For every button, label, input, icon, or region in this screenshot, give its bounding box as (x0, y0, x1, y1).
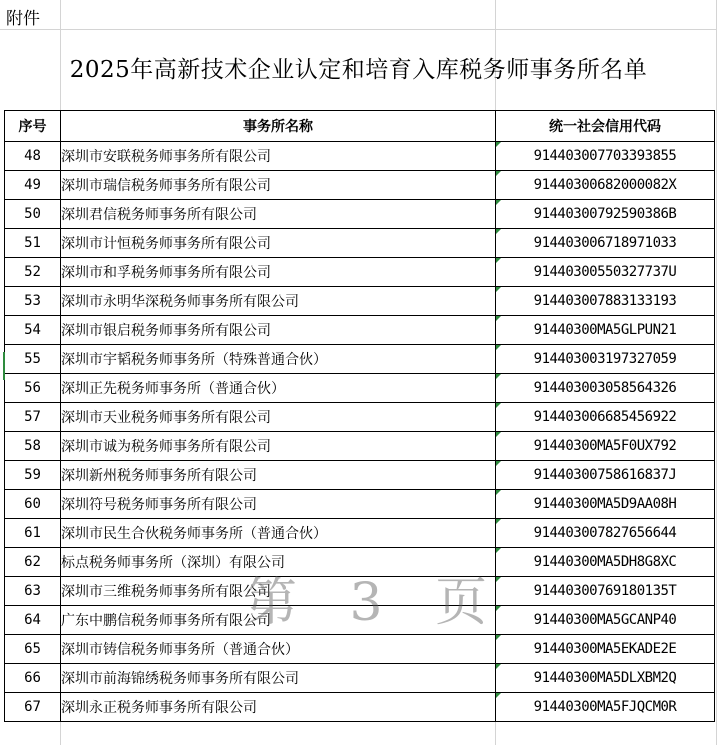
row-number-cell-text: 54 (24, 322, 41, 338)
row-number-cell[interactable] (5, 229, 61, 258)
credit-code-cell[interactable] (496, 345, 715, 374)
row-number-cell[interactable] (5, 461, 61, 490)
table-row (5, 171, 715, 200)
row-number-cell-text: 66 (24, 670, 41, 686)
table-row (5, 577, 715, 606)
number-as-text-indicator-icon (496, 432, 501, 437)
credit-code-cell-text: 91440300MA5D9AA08H (533, 496, 677, 512)
firm-name-cell[interactable] (61, 461, 496, 490)
number-as-text-indicator-icon (496, 606, 501, 611)
table-row (5, 490, 715, 519)
table-row (5, 664, 715, 693)
row-number-cell[interactable] (5, 635, 61, 664)
table-row (5, 316, 715, 345)
credit-code-cell[interactable] (496, 635, 715, 664)
credit-code-cell-text: 91440300MA5EKADE2E (533, 641, 677, 657)
row-number-cell[interactable] (5, 664, 61, 693)
firm-name-cell-text: 深圳市安联税务师事务所有限公司 (61, 149, 271, 165)
number-as-text-indicator-icon (496, 287, 501, 292)
credit-code-cell-text: 91440300MA5F0UX792 (533, 438, 677, 454)
table-row (5, 200, 715, 229)
credit-code-cell-text: 91440300MA5FJQCM0R (533, 699, 677, 715)
credit-code-cell-text: 91440300MA5DH8G8XC (533, 554, 677, 570)
credit-code-cell-text: 914403007883133193 (533, 293, 677, 309)
firm-name-cell-text: 深圳市铸信税务师事务所（普通合伙） (61, 642, 299, 658)
firm-name-cell[interactable] (61, 258, 496, 287)
credit-code-cell-text: 914403007703393855 (533, 148, 677, 164)
table-row (5, 229, 715, 258)
firm-name-cell-text: 深圳市天业税务师事务所有限公司 (61, 410, 271, 426)
firm-name-cell-text: 深圳市宇韬税务师事务所（特殊普通合伙） (61, 352, 327, 368)
row-number-cell[interactable] (5, 606, 61, 635)
credit-code-cell[interactable] (496, 664, 715, 693)
row-number-cell[interactable] (5, 200, 61, 229)
number-as-text-indicator-icon (496, 171, 501, 176)
firm-name-cell-text: 深圳市计恒税务师事务所有限公司 (61, 236, 271, 252)
row-number-cell[interactable] (5, 374, 61, 403)
row-number-cell-text: 59 (24, 467, 41, 483)
row-number-cell-text: 67 (24, 699, 41, 715)
credit-code-cell[interactable] (496, 142, 715, 171)
firm-name-cell[interactable] (61, 171, 496, 200)
firm-table (4, 110, 715, 722)
row-number-cell[interactable] (5, 577, 61, 606)
credit-code-cell[interactable] (496, 577, 715, 606)
firm-name-cell[interactable] (61, 287, 496, 316)
firm-name-cell-text: 深圳新州税务师事务所有限公司 (61, 468, 257, 484)
row-number-cell-text: 52 (24, 264, 41, 280)
number-as-text-indicator-icon (496, 490, 501, 495)
row-number-cell-text: 56 (24, 380, 41, 396)
table-row (5, 432, 715, 461)
credit-code-cell-text: 91440300682000082X (533, 177, 677, 193)
row-number-cell[interactable] (5, 345, 61, 374)
page-title[interactable]: 2025年高新技术企业认定和培育入库税务师事务所名单 (69, 57, 648, 83)
credit-code-cell-text: 914403007827656644 (533, 525, 677, 541)
number-as-text-indicator-icon (496, 200, 501, 205)
row-number-cell[interactable] (5, 490, 61, 519)
number-as-text-indicator-icon (496, 693, 501, 698)
row-number-cell-text: 48 (24, 148, 41, 164)
firm-name-cell[interactable] (61, 345, 496, 374)
row-number-cell-text: 62 (24, 554, 41, 570)
credit-code-cell[interactable] (496, 548, 715, 577)
firm-name-cell-text: 深圳市瑞信税务师事务所有限公司 (61, 178, 271, 194)
number-as-text-indicator-icon (496, 548, 501, 553)
firm-name-cell[interactable] (61, 316, 496, 345)
credit-code-cell-text: 91440300MA5DLXBM2Q (533, 670, 677, 686)
row-number-cell-text: 64 (24, 612, 41, 628)
number-as-text-indicator-icon (496, 461, 501, 466)
firm-name-cell[interactable] (61, 490, 496, 519)
row-number-cell-text: 51 (24, 235, 41, 251)
credit-code-cell-text: 914403003058564326 (533, 380, 677, 396)
number-as-text-indicator-icon (496, 142, 501, 147)
row-number-cell-text: 50 (24, 206, 41, 222)
firm-name-cell-text: 广东中鹏信税务师事务所有限公司 (61, 613, 271, 629)
firm-name-cell[interactable] (61, 374, 496, 403)
number-as-text-indicator-icon (496, 664, 501, 669)
row-number-cell[interactable] (5, 519, 61, 548)
credit-code-cell-text: 914403003197327059 (533, 351, 677, 367)
credit-code-cell[interactable] (496, 200, 715, 229)
firm-name-cell[interactable] (61, 403, 496, 432)
firm-name-cell-text: 标点税务师事务所（深圳）有限公司 (61, 555, 285, 571)
row-number-cell-text: 65 (24, 641, 41, 657)
row-number-cell[interactable] (5, 548, 61, 577)
table-row (5, 258, 715, 287)
firm-name-cell[interactable] (61, 635, 496, 664)
row-number-cell-text: 53 (24, 293, 41, 309)
table-row (5, 519, 715, 548)
credit-code-cell-text: 91440300550327737U (533, 264, 677, 280)
row-number-cell-text: 55 (24, 351, 41, 367)
credit-code-cell[interactable] (496, 519, 715, 548)
firm-name-cell-text: 深圳君信税务师事务所有限公司 (61, 207, 257, 223)
credit-code-cell-text: 91440300758616837J (533, 467, 677, 483)
row-number-cell-text: 61 (24, 525, 41, 541)
credit-code-cell[interactable] (496, 606, 715, 635)
credit-code-cell[interactable] (496, 287, 715, 316)
header-no[interactable]: 序号 (5, 111, 61, 142)
firm-name-cell[interactable] (61, 432, 496, 461)
row-number-cell-text: 58 (24, 438, 41, 454)
row-number-cell[interactable] (5, 171, 61, 200)
table-row (5, 461, 715, 490)
number-as-text-indicator-icon (496, 229, 501, 234)
row-number-cell-text: 60 (24, 496, 41, 512)
credit-code-cell[interactable] (496, 171, 715, 200)
table-row (5, 693, 715, 722)
number-as-text-indicator-icon (496, 316, 501, 321)
credit-code-cell[interactable] (496, 693, 715, 722)
firm-name-cell[interactable] (61, 229, 496, 258)
firm-name-cell-text: 深圳永正税务师事务所有限公司 (61, 700, 257, 716)
row-number-cell[interactable] (5, 142, 61, 171)
page-watermark: 第 3 页 (245, 573, 506, 633)
credit-code-cell-text: 91440300769180135T (533, 583, 677, 599)
table-body (5, 142, 715, 722)
row-number-cell[interactable] (5, 258, 61, 287)
firm-name-cell[interactable] (61, 142, 496, 171)
firm-name-cell-text: 深圳市民生合伙税务师事务所（普通合伙） (61, 526, 327, 542)
header-code[interactable]: 统一社会信用代码 (496, 111, 715, 142)
row-number-cell[interactable] (5, 693, 61, 722)
row-number-cell[interactable] (5, 287, 61, 316)
credit-code-cell-text: 91440300MA5GCANP40 (533, 612, 677, 628)
credit-code-cell[interactable] (496, 461, 715, 490)
firm-name-cell-text: 深圳市前海锦绣税务师事务所有限公司 (61, 671, 299, 687)
table-row (5, 345, 715, 374)
firm-name-cell-text: 深圳市三维税务师事务所有限公司 (61, 584, 271, 600)
number-as-text-indicator-icon (496, 374, 501, 379)
number-as-text-indicator-icon (496, 577, 501, 582)
firm-name-cell-text: 深圳市诚为税务师事务所有限公司 (61, 439, 271, 455)
table-row (5, 635, 715, 664)
credit-code-cell-text: 91440300792590386B (533, 206, 677, 222)
credit-code-cell[interactable] (496, 432, 715, 461)
credit-code-cell-text: 914403006685456922 (533, 409, 677, 425)
firm-name-cell-text: 深圳市和孚税务师事务所有限公司 (61, 265, 271, 281)
credit-code-cell-text: 91440300MA5GLPUN21 (533, 322, 677, 338)
table-row (5, 374, 715, 403)
row-number-cell[interactable] (5, 316, 61, 345)
firm-name-cell[interactable] (61, 606, 496, 635)
firm-name-cell-text: 深圳市永明华深税务师事务所有限公司 (61, 294, 299, 310)
number-as-text-indicator-icon (496, 519, 501, 524)
table-row (5, 403, 715, 432)
number-as-text-indicator-icon (496, 635, 501, 640)
credit-code-cell[interactable] (496, 258, 715, 287)
header-name[interactable]: 事务所名称 (61, 111, 496, 142)
row-number-cell[interactable] (5, 403, 61, 432)
firm-name-cell[interactable] (61, 200, 496, 229)
header-row (5, 111, 715, 142)
credit-code-cell-text: 914403006718971033 (533, 235, 677, 251)
row-number-cell[interactable] (5, 432, 61, 461)
number-as-text-indicator-icon (496, 258, 501, 263)
firm-name-cell-text: 深圳正先税务师事务所（普通合伙） (61, 381, 285, 397)
firm-name-cell[interactable] (61, 577, 496, 606)
firm-name-cell[interactable] (61, 693, 496, 722)
firm-name-cell-text: 深圳市银启税务师事务所有限公司 (61, 323, 271, 339)
row-number-cell-text: 57 (24, 409, 41, 425)
table-row (5, 548, 715, 577)
table-row (5, 142, 715, 171)
number-as-text-indicator-icon (496, 403, 501, 408)
firm-name-cell[interactable] (61, 548, 496, 577)
credit-code-cell[interactable] (496, 490, 715, 519)
number-as-text-indicator-icon (496, 345, 501, 350)
credit-code-cell[interactable] (496, 403, 715, 432)
firm-name-cell-text: 深圳符号税务师事务所有限公司 (61, 497, 257, 513)
cell-selection-marker (3, 352, 5, 380)
firm-name-cell[interactable] (61, 519, 496, 548)
credit-code-cell[interactable] (496, 229, 715, 258)
firm-name-cell[interactable] (61, 664, 496, 693)
table-row (5, 606, 715, 635)
row-number-cell-text: 49 (24, 177, 41, 193)
credit-code-cell[interactable] (496, 316, 715, 345)
attachment-label[interactable]: 附件 (6, 9, 40, 29)
row-number-cell-text: 63 (24, 583, 41, 599)
table-row (5, 287, 715, 316)
credit-code-cell[interactable] (496, 374, 715, 403)
